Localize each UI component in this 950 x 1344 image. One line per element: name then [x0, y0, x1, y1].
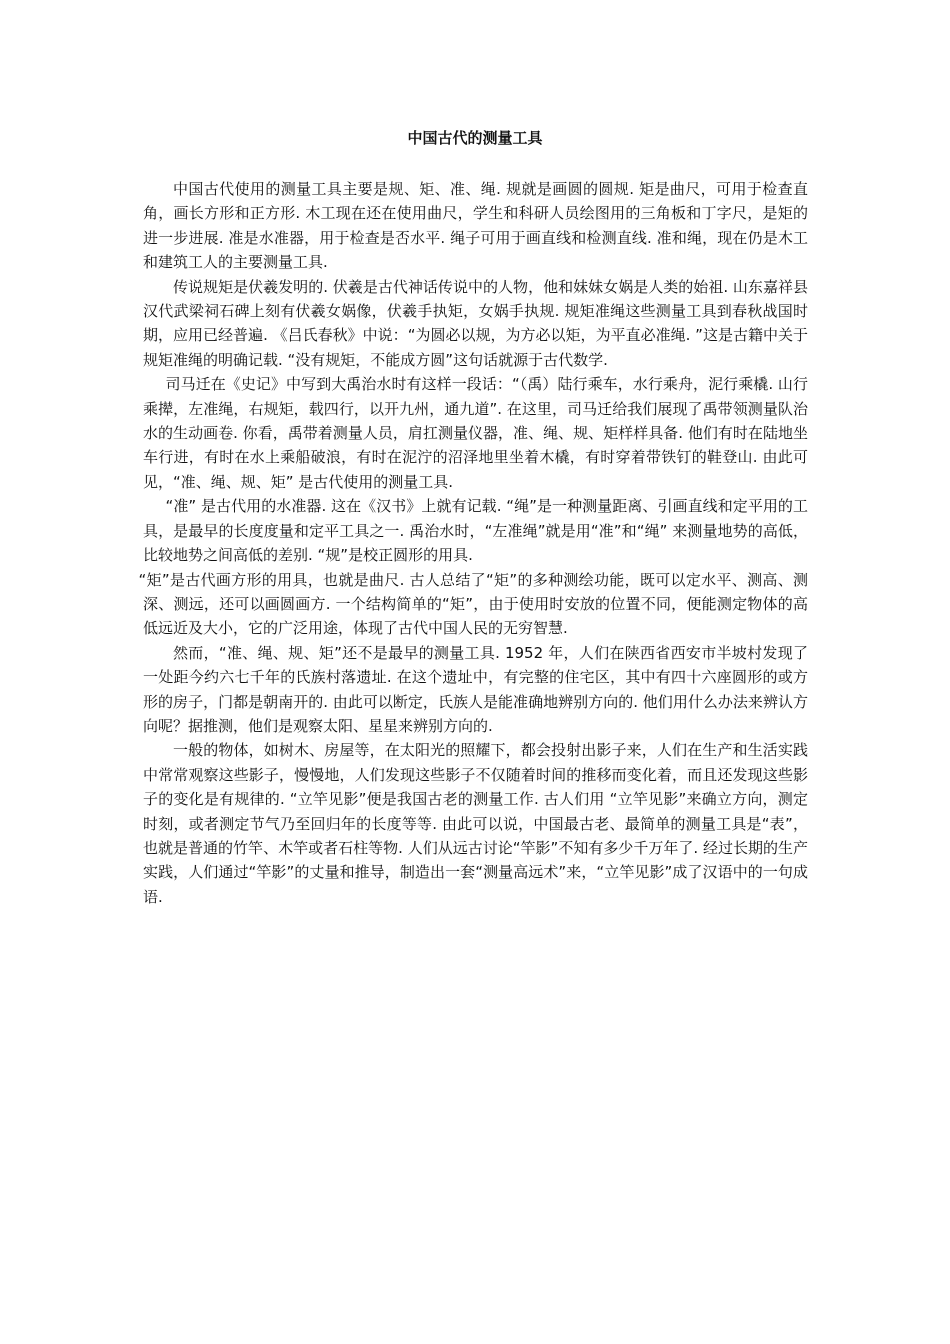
- document-title: 中国古代的测量工具: [407, 129, 543, 147]
- paragraph-tools-overview: 中国古代使用的测量工具主要是规、矩、准、绳. 规就是画圆的圆规. 矩是曲尺，可用于检查直角，画长方形和正方形. 木工现在还在使用曲尺，学生和科研人员绘图用的三角板和丁字尺，是矩的进一步进展. 准是水准器，用于检查是否水平. 绳子可用于画直线和检测直线. 准和绳，现在仍是木工和建筑工人的主要测量工具.: [143, 180, 808, 272]
- document-body: [138, 177, 808, 909]
- paragraph-gnomon-shadow: 一般的物体，如树木、房屋等，在太阳光的照耀下，都会投射出影子来，人们在生产和生活实践中常常观察这些影子，慢慢地，人们发现这些影子不仅随着时间的推移而变化着，而且还发现这些影子的变化是有规律的. “立竿见影”便是我国古老的测量工作. 古人们用 “立竿见影”来确立方向，测定时刻，或者测定节气乃至回归年的长度等等. 由此可以说，中国最古老、最简单的测量工具是“表”，也就是普通的竹竿、木竿或者石柱等物. 人们从远古讨论“竿影”不知有多少千万年了. 经过长期的生产实践，人们通过“竿影”的丈量和推导，制造出一套“测量高远术”来，“立竿见影”成了汉语中的一句成语.: [143, 741, 808, 906]
- paragraph-sima-qian: 司马迁在《史记》中写到大禹治水时有这样一段话：“（禹）陆行乘车，水行乘舟，泥行乘橇. 山行乘撵，左准绳，右规矩，载四行，以开九州，通九道”. 在这里，司马迁给我们展现了禹带领测量队治水的生动画卷. 你看，禹带着测量人员，肩扛测量仪器，准、绳、规、矩样样具备. 他们有时在陆地坐车行进，有时在水上乘船破浪，有时在泥泞的沼泽地里坐着木橇，有时穿着带铁钉的鞋登山. 由此可见，“准、绳、规、矩” 是古代使用的测量工具.: [143, 375, 808, 491]
- paragraph-fuxi-legend: 传说规矩是伏羲发明的. 伏羲是古代神话传说中的人物，他和妹妹女娲是人类的始祖. 山东嘉祥县汉代武梁祠石碑上刻有伏羲女娲像，伏羲手执矩，女娲手执规. 规矩准绳这些测量工具到春秋战国时期，应用已经普遍. 《吕氏春秋》中说：“为圆必以规，为方必以矩，为平直必准绳. ”这是古籍中关于规矩准绳的明确记载. “没有规矩，不能成方圆”这句话就源于古代数学.: [143, 277, 808, 369]
- paragraph-banpo-site: 然而，“准、绳、规、矩”还不是最早的测量工具. 1952 年，人们在陕西省西安市半坡村发现了一处距今约六七千年的氏族村落遗址. 在这个遗址中，有完整的住宅区，其中有四十六座圆形的或方形的房子，门都是朝南开的. 由此可以断定，氏族人是能准确地辨别方向的. 他们用什么办法来辨认方向呢？据推测，他们是观察太阳、星星来辨别方向的.: [143, 643, 808, 735]
- paragraph-ju: “矩”是古代画方形的用具，也就是曲尺. 古人总结了“矩”的多种测绘功能，既可以定水平、测高、测深、测远，还可以画圆画方. 一个结构简单的“矩”，由于使用时安放的位置不同，便能测定物体的高低远近及大小，它的广泛用途，体现了古代中国人民的无穷智慧.: [138, 570, 808, 638]
- paragraph-zhun-sheng: “准” 是古代用的水准器. 这在《汉书》上就有记载. “绳”是一种测量距离、引画直线和定平用的工具，是最早的长度度量和定平工具之一. 禹治水时，“左准绳”就是用“准”和“绳” 来测量地势的高低，比较地势之间高低的差别. “规”是校正圆形的用具.: [143, 497, 808, 565]
